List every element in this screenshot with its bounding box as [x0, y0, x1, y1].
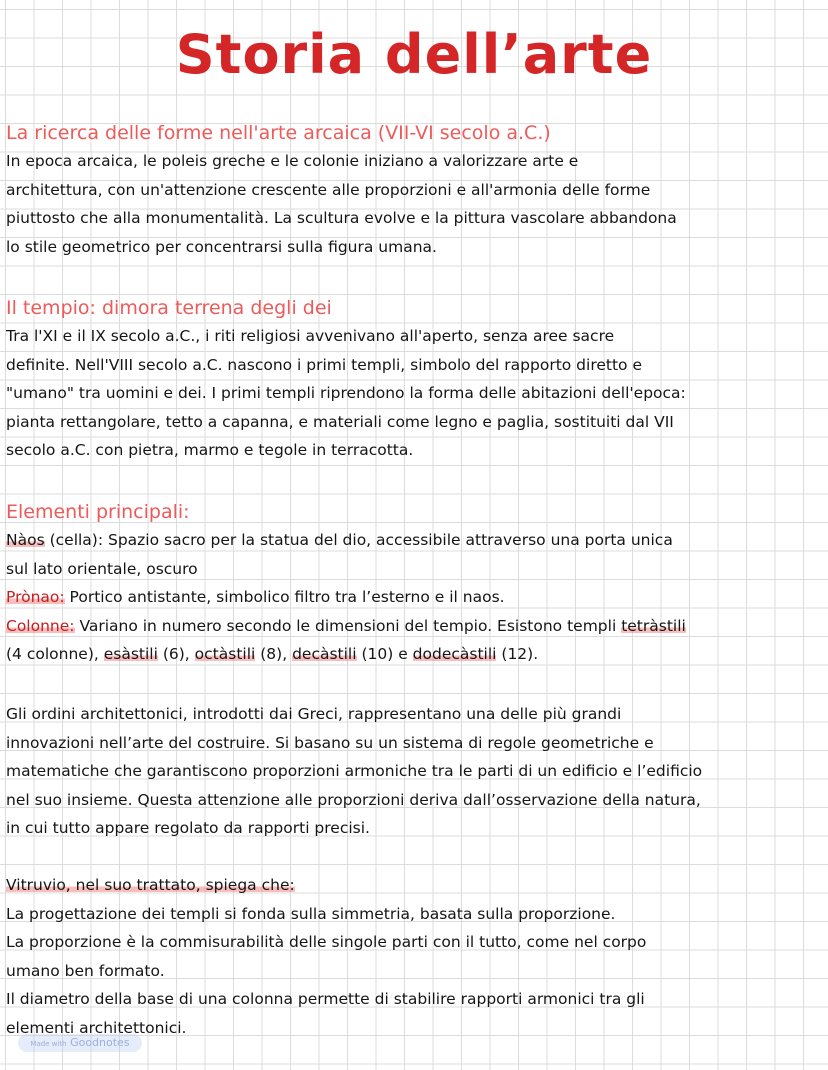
section-heading: Il tempio: dimora terrena degli dei: [6, 297, 332, 319]
colonne-types-line: [6, 640, 818, 669]
section-tempio: [6, 294, 818, 465]
term-octastili: octàstili: [194, 645, 256, 663]
term-decastili: decàstili: [292, 645, 357, 663]
text-line: La progettazione dei templi si fonda sulla simmetria, basata sulla proporzione.: [6, 904, 616, 923]
section-arcaica: [6, 119, 818, 261]
text-line: Gli ordini architettonici, introdotti dai Greci, rappresentano una delle più grandi: [6, 705, 622, 723]
colonne-text: (4 colonne),: [6, 645, 104, 663]
goodnotes-badge: [18, 1034, 142, 1052]
section-heading: Vitruvio, nel suo trattato, spiega che:: [6, 876, 295, 894]
pronao-text: Portico antistante, simbolico filtro tra l’esterno e il naos.: [64, 588, 505, 606]
text-line: nel suo insieme. Questa attenzione alle proporzioni deriva dall’osservazione della natura,: [6, 790, 701, 809]
section-vitruvio: [6, 871, 818, 1042]
pronao-line: [6, 583, 818, 612]
text-line: elementi architettonici.: [6, 1018, 187, 1037]
colonne-text: (8),: [255, 645, 293, 663]
section-ordini: [6, 700, 818, 843]
text-line: sul lato orientale, oscuro: [6, 559, 198, 578]
text-line: innovazioni nell’arte del costruire. Si basano su un sistema di regole geometriche e: [6, 733, 654, 752]
term-colonne: Colonne:: [6, 616, 75, 635]
text-line: In epoca arcaica, le poleis greche e le colonie iniziano a valorizzare arte e: [6, 152, 579, 170]
section-heading: La ricerca delle forme nell'arte arcaica (VII-VI secolo a.C.): [6, 122, 551, 144]
text-line: matematiche che garantiscono proporzioni armoniche tra le parti di un edificio e l’edificio: [6, 762, 703, 780]
badge-brand: Goodnotes: [70, 1036, 130, 1049]
colonne-text: (12).: [496, 645, 539, 663]
text-line: Il diametro della base di una colonna permette di stabilire rapporti armonici tra gli: [6, 990, 645, 1008]
text-line: in cui tutto appare regolato da rapporti precisi.: [6, 819, 370, 837]
term-pronao: Prònao:: [6, 588, 65, 606]
vitruvio-heading-line: [6, 871, 818, 900]
colonne-text: Variano in numero secondo le dimensioni del tempio. Esistono templi: [74, 616, 622, 635]
badge-small-text: Made with: [30, 1040, 67, 1048]
text-line: "umano" tra uomini e dei. I primi templi riprendono la forma delle abitazioni dell'epoca:: [6, 384, 686, 402]
colonne-line: [6, 612, 818, 641]
text-line: definite. Nell'VIII secolo a.C. nascono i primi templi, simbolo del rapporto diretto e: [6, 355, 642, 374]
term-tetrastili: tetràstili: [621, 616, 686, 635]
text-line: umano ben formato.: [6, 961, 165, 980]
text-line: pianta rettangolare, tetto a capanna, e materiali come legno e paglia, sostituiti dal VII: [6, 412, 674, 431]
text-line: piuttosto che alla monumentalità. La scultura evolve e la pittura vascolare abbandona: [6, 209, 677, 227]
section-elementi: [6, 498, 818, 669]
section-heading: Elementi principali:: [6, 501, 190, 523]
colonne-text: (10) e: [356, 645, 413, 663]
page-title: Storia dell’arte: [175, 23, 653, 86]
term-naos: Nàos: [6, 531, 45, 549]
text-line: lo stile geometrico per concentrarsi sulla figura umana.: [6, 237, 437, 256]
naos-line: [6, 526, 818, 555]
text-line: La proporzione è la commisurabilità delle singole parti con il tutto, come nel corpo: [6, 933, 647, 951]
text-line: Tra l'XI e il IX secolo a.C., i riti religiosi avvenivano all'aperto, senza aree sacre: [6, 327, 615, 345]
term-esastili: esàstili: [103, 645, 158, 663]
term-dodecastili: dodecàstili: [412, 645, 497, 663]
text-line: architettura, con un'attenzione crescente alle proporzioni e all'armonia delle forme: [6, 180, 651, 199]
naos-text: (cella): Spazio sacro per la statua del dio, accessibile attraverso una porta unica: [44, 531, 673, 549]
text-line: secolo a.C. con pietra, marmo e tegole in terracotta.: [6, 441, 414, 459]
colonne-text: (6),: [157, 645, 195, 663]
